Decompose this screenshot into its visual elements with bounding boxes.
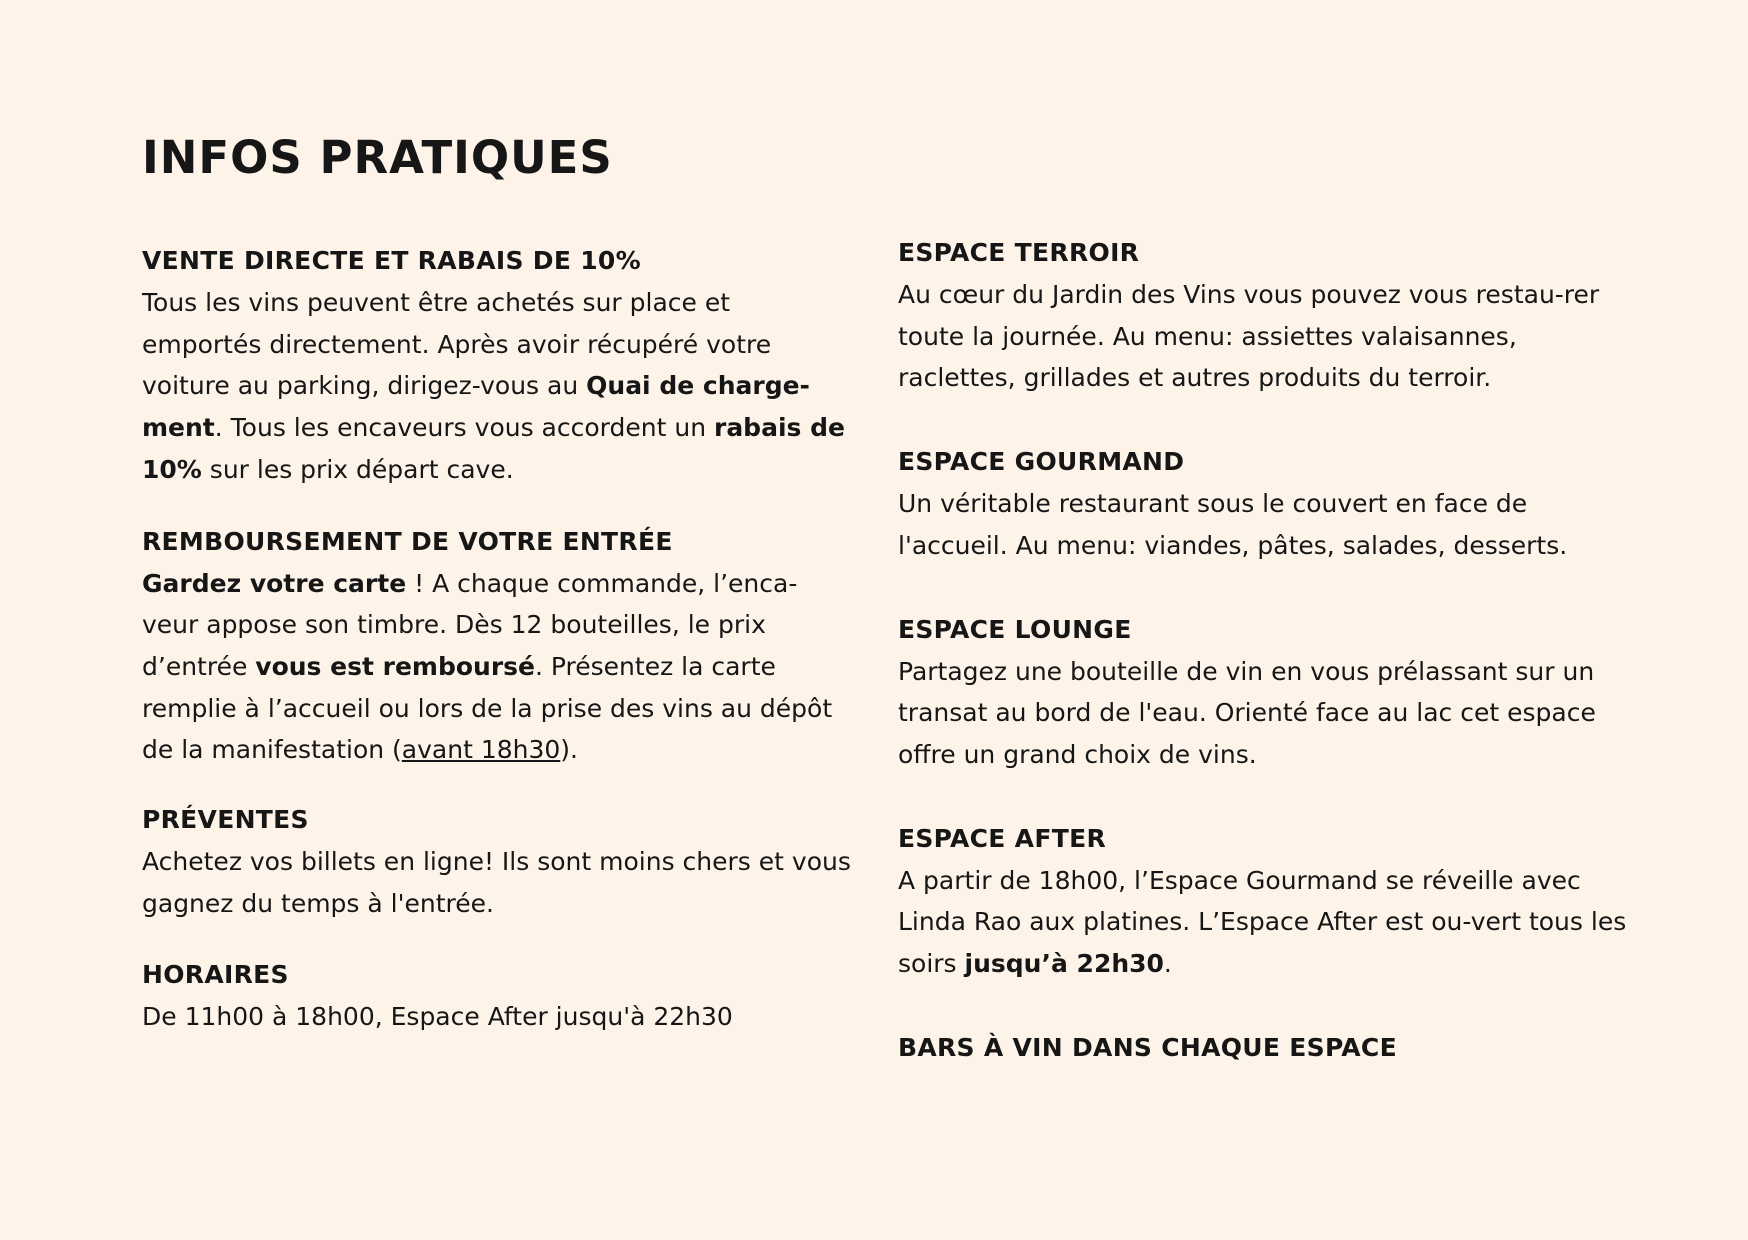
bold-run: rabais de 10% [142, 413, 845, 484]
bold-run: jusqu’à 22h30 [964, 949, 1164, 979]
left-column [142, 240, 852, 1038]
text-run: ! A chaque commande, l’enca-veur appose son timbre. Dès 12 bouteilles, le prix d’entrée [142, 568, 798, 681]
underlined-run: avant 18h30 [401, 735, 561, 765]
section-text: Au cœur du Jardin des Vins vous pouvez vous restau-rer toute la journée. Au menu: assiettes valaisannes, raclettes, grillades et autres produits du terroir. [898, 280, 1600, 393]
text-run: . Présentez la carte remplie à l’accueil ou lors de la prise des vins au dépôt de la manifestation ( [142, 651, 833, 765]
section-heading: ESPACE LOUNGE [898, 614, 1132, 644]
section-heading: BARS À VIN DANS CHAQUE ESPACE [898, 1032, 1397, 1062]
section-horaires [142, 954, 852, 1038]
right-column [898, 232, 1638, 1069]
section-heading: REMBOURSEMENT DE VOTRE ENTRÉE [142, 526, 673, 556]
section-heading: VENTE DIRECTE ET RABAIS DE 10% [142, 246, 641, 275]
section-espace-gourmand [898, 441, 1638, 566]
bold-run: Gardez votre carte [142, 568, 407, 598]
section-heading: ESPACE AFTER [898, 823, 1106, 853]
section-text [142, 563, 852, 772]
section-remboursement [142, 521, 852, 772]
section-vente-directe [142, 240, 852, 491]
section-preventes [142, 799, 852, 924]
text-run: Tous les vins peuvent être achetés sur place et emportés directement. Après avoir récupéré votre voiture au parking, dirigez-vous au [142, 288, 772, 401]
section-heading: HORAIRES [142, 960, 289, 990]
section-espace-lounge [898, 609, 1638, 776]
text-run: . Tous les encaveurs vous accordent un [214, 413, 714, 443]
page-title: INFOS PRATIQUES [142, 131, 613, 184]
section-espace-terroir [898, 232, 1638, 399]
text-run: sur les prix départ cave. [201, 454, 514, 484]
section-text: Partagez une bouteille de vin en vous prélassant sur un transat au bord de l'eau. Orienté face au lac cet espace offre un grand choix de vins. [898, 656, 1596, 769]
text-run: ). [560, 735, 578, 765]
section-heading: ESPACE GOURMAND [898, 447, 1185, 477]
section-espace-after [898, 818, 1638, 985]
bold-run: Quai de charge-ment [142, 371, 810, 443]
section-heading: PRÉVENTES [142, 805, 309, 835]
section-heading: ESPACE TERROIR [898, 238, 1140, 267]
section-bars-a-vin [898, 1027, 1638, 1069]
section-text [142, 282, 852, 491]
section-text: De 11h00 à 18h00, Espace After jusqu'à 22h30 [142, 1002, 733, 1032]
text-run: . [1163, 949, 1172, 979]
section-text [898, 860, 1638, 985]
text-run: A partir de 18h00, l’Espace Gourmand se réveille avec Linda Rao aux platines. L’Espace After est ou-vert tous les soirs [898, 865, 1627, 979]
section-text: Achetez vos billets en ligne! Ils sont moins chers et vous gagnez du temps à l'entrée. [142, 847, 851, 918]
bold-run: vous est remboursé [255, 651, 535, 681]
section-text: Un véritable restaurant sous le couvert en face de l'accueil. Au menu: viandes, pâtes, salades, desserts. [898, 489, 1568, 560]
